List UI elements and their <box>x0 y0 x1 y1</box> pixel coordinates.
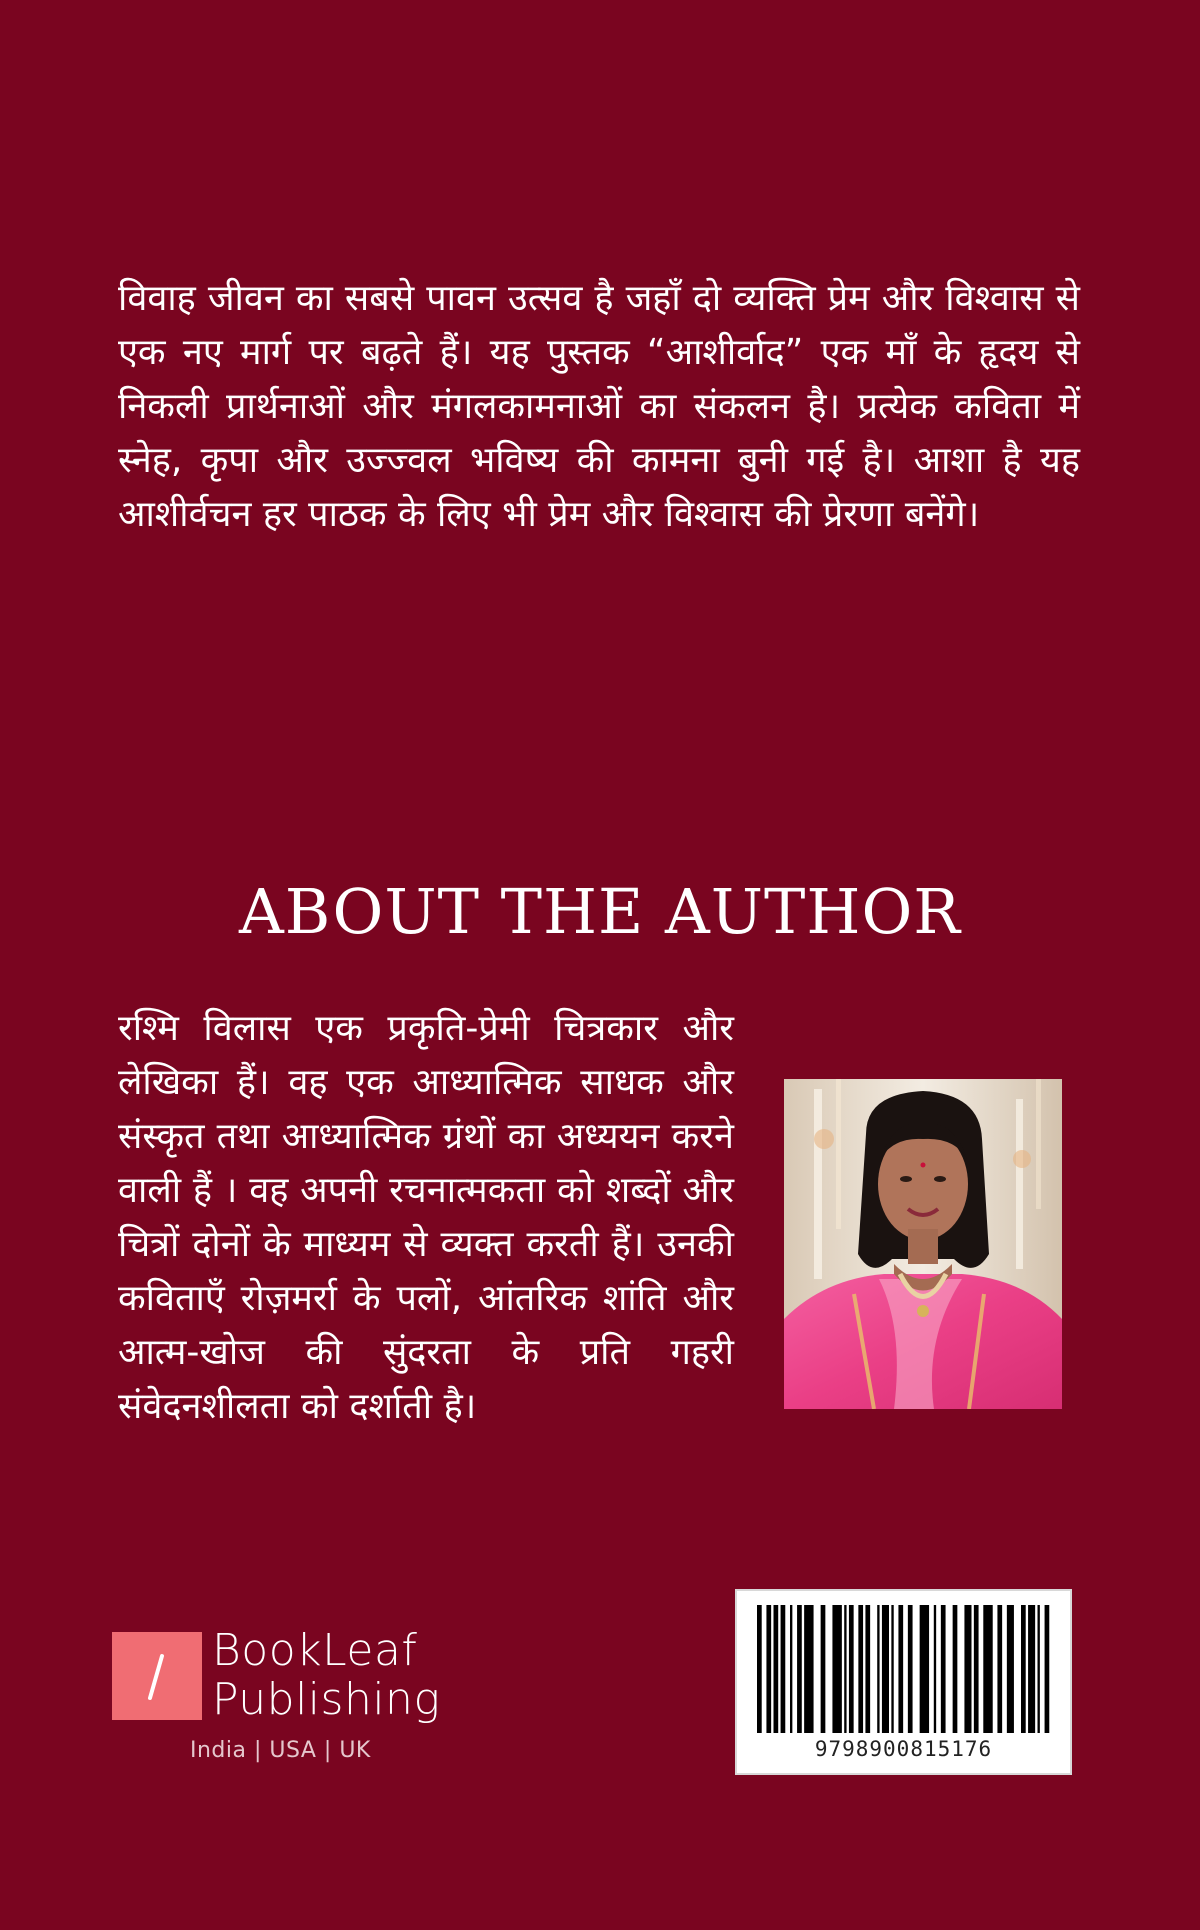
publisher-name-line2: Publishing <box>212 1674 441 1725</box>
slash-icon <box>112 1632 202 1720</box>
publisher-name-line1: BookLeaf <box>212 1625 418 1676</box>
author-bio: रश्मि विलास एक प्रकृति-प्रेमी चित्रकार और लेखिका हैं। वह एक आध्यात्मिक साधक और संस्कृत तथा आध्यात्मिक ग्रंथों का अध्ययन करने वाली हैं । वह अपनी रचनात्मकता को शब्दों और चित्रों दोनों के माध्यम से व्यक्त करती हैं। उनकी कविताएँ रोज़मर्रा के पलों, आंतरिक शांति और आत्म-खोज की सुंदरता के प्रति गहरी संवेदनशीलता को दर्शाती है। <box>118 1008 734 1427</box>
bookleaf-logo-mark <box>112 1632 202 1720</box>
author-photo <box>784 1079 1062 1409</box>
isbn-barcode <box>735 1589 1072 1775</box>
isbn-number: 9798900815176 <box>814 1737 993 1761</box>
back-cover-blurb: विवाह जीवन का सबसे पावन उत्सव है जहाँ दो व्यक्ति प्रेम और विश्वास से एक नए मार्ग पर बढ़ते हैं। यह पुस्तक “आशीर्वाद” एक माँ के हृदय से निकली प्रार्थनाओं और मंगलकामनाओं का संकलन है। प्रत्येक कविता में स्नेह, कृपा और उज्ज्वल भविष्य की कामना बुनी गई है। आशा है यह आशीर्वचन हर पाठक के लिए भी प्रेम और विश्वास की प्रेरणा बनेंगे। <box>118 278 1080 535</box>
barcode-bars <box>757 1605 1054 1733</box>
about-author-heading: ABOUT THE AUTHOR <box>239 875 961 948</box>
publisher-countries: India | USA | UK <box>190 1738 371 1763</box>
